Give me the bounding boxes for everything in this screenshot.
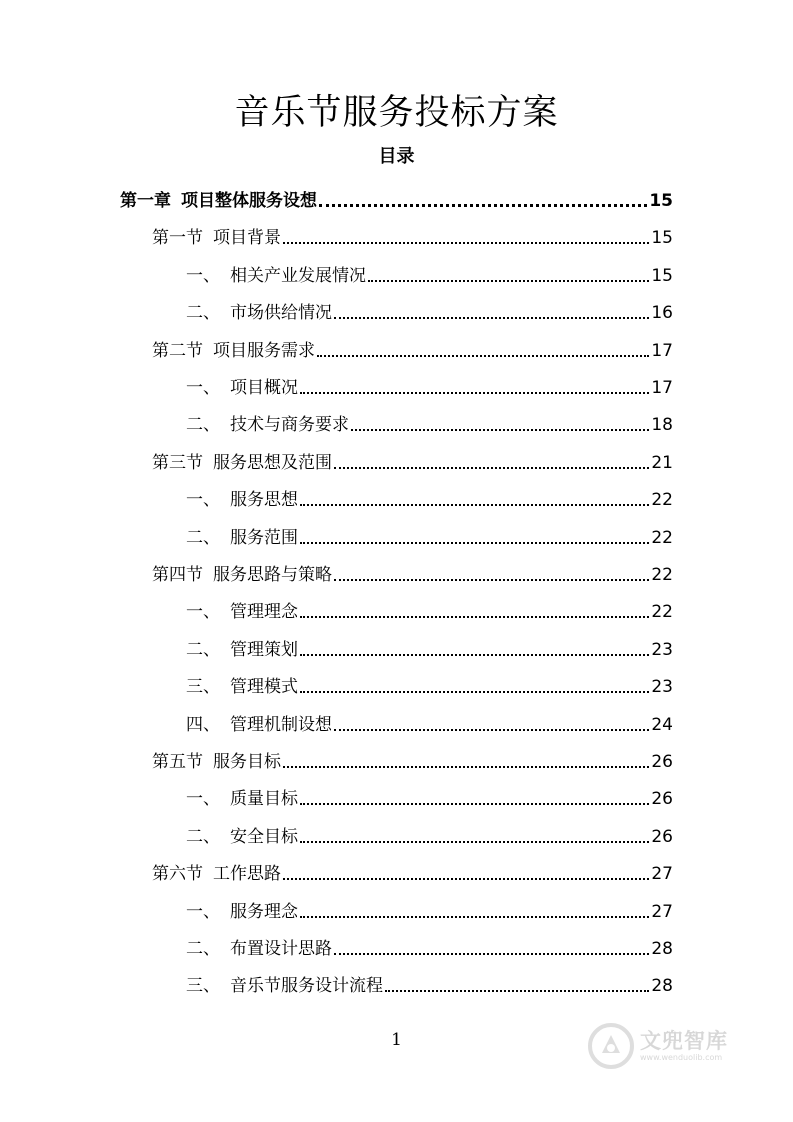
- toc-entry-page: 27: [651, 901, 673, 922]
- toc-dot-leader: [334, 728, 649, 731]
- toc-entry-label: [152, 750, 281, 774]
- toc-entry-page: 26: [651, 826, 673, 847]
- toc-entry-text: 项目概况: [230, 378, 298, 398]
- toc-entry-number: 二、: [186, 415, 220, 436]
- toc-entry-page: 22: [651, 527, 673, 548]
- toc-dot-leader: [300, 391, 649, 394]
- toc-dot-leader: [385, 989, 649, 992]
- toc-entry-label: [186, 600, 298, 624]
- toc-entry-number: 三、: [186, 677, 220, 698]
- toc-entry-label: [186, 900, 298, 924]
- toc-entry-label: [186, 937, 332, 961]
- toc-entry-number: 二、: [186, 939, 220, 959]
- toc-entry-page: 16: [651, 303, 673, 324]
- toc-entry-page: 15: [651, 265, 673, 286]
- toc-dot-leader: [300, 503, 649, 506]
- toc-entry[interactable]: [186, 887, 673, 924]
- toc-dot-leader: [300, 802, 649, 805]
- toc-dot-leader: [300, 653, 649, 656]
- toc-entry-label: [186, 974, 383, 998]
- toc-dot-leader: [300, 915, 649, 918]
- toc-entry-page: 26: [651, 752, 673, 772]
- toc-entry-number: 一、: [186, 901, 220, 922]
- watermark-name: 文兜智库: [640, 1029, 728, 1053]
- toc-entry-label: [186, 787, 298, 811]
- toc-entry[interactable]: [186, 513, 673, 550]
- toc-entry[interactable]: [186, 662, 673, 699]
- toc-entry-label: [186, 638, 298, 662]
- toc-entry-text: 管理模式: [230, 677, 298, 698]
- toc-dot-leader: [368, 279, 649, 282]
- toc-dot-leader: [283, 765, 649, 768]
- toc-entry[interactable]: [186, 774, 673, 811]
- watermark: [588, 1016, 758, 1076]
- toc-entry[interactable]: [186, 475, 673, 512]
- toc-dot-leader: [300, 690, 649, 693]
- toc-entry-number: 第六节: [152, 864, 203, 885]
- toc-entry-number: 第一章: [120, 191, 171, 211]
- toc-dot-leader: [300, 840, 649, 843]
- toc-entry-text: 市场供给情况: [230, 303, 332, 324]
- toc-entry[interactable]: [152, 213, 673, 250]
- toc-entry[interactable]: [152, 550, 673, 587]
- toc-entry[interactable]: [186, 700, 673, 737]
- toc-entry-text: 服务思想: [230, 490, 298, 511]
- toc-entry-number: 二、: [186, 826, 220, 847]
- toc-entry[interactable]: [186, 625, 673, 662]
- toc-dot-leader: [283, 241, 649, 244]
- toc-entry-page: 17: [651, 378, 673, 398]
- toc-dot-leader: [283, 877, 649, 880]
- toc-entry-text: 服务目标: [213, 752, 281, 772]
- toc-entry-text: 服务思路与策略: [213, 565, 332, 585]
- toc-entry[interactable]: [186, 251, 673, 288]
- toc-entry-text: 技术与商务要求: [230, 415, 349, 436]
- toc-dot-leader: [351, 428, 649, 431]
- toc-entry-page: 26: [651, 789, 673, 810]
- toc-entry-label: [152, 862, 281, 886]
- toc-entry[interactable]: [186, 924, 673, 961]
- toc-entry[interactable]: [120, 176, 673, 213]
- toc-entry-label: [152, 451, 332, 475]
- toc-entry-text: 布置设计思路: [230, 939, 332, 959]
- toc-dot-leader: [334, 952, 649, 955]
- toc-entry-number: 第三节: [152, 452, 203, 473]
- toc-entry[interactable]: [152, 737, 673, 774]
- toc-entry-text: 相关产业发展情况: [230, 265, 366, 286]
- toc-entry-label: [186, 526, 298, 550]
- toc-entry-label: [152, 226, 281, 250]
- toc-dot-leader: [334, 466, 649, 469]
- toc-entry-number: 第四节: [152, 565, 203, 585]
- page-number: 1: [391, 1030, 402, 1050]
- toc-entry-text: 质量目标: [230, 789, 298, 810]
- table-of-contents: [0, 176, 793, 997]
- toc-entry-label: [186, 264, 366, 288]
- document-title: 音乐节服务投标方案: [234, 93, 559, 133]
- toc-entry-number: 一、: [186, 490, 220, 511]
- toc-entry-text: 项目背景: [213, 228, 281, 249]
- toc-heading: 目录: [378, 146, 415, 167]
- toc-entry-text: 安全目标: [230, 826, 298, 847]
- toc-entry-number: 一、: [186, 265, 220, 286]
- toc-entry-number: 第二节: [152, 340, 203, 361]
- toc-entry-number: 二、: [186, 639, 220, 660]
- toc-dot-leader: [334, 316, 649, 319]
- toc-entry-label: [186, 825, 298, 849]
- toc-entry-text: 服务理念: [230, 901, 298, 922]
- toc-entry-text: 项目服务需求: [213, 340, 315, 361]
- toc-entry-page: 28: [651, 939, 673, 959]
- toc-entry-label: [186, 413, 349, 437]
- toc-entry-page: 23: [651, 677, 673, 698]
- toc-entry[interactable]: [186, 363, 673, 400]
- toc-entry-number: 一、: [186, 789, 220, 810]
- wenduo-logo-icon: [588, 1023, 634, 1069]
- toc-entry-label: [152, 339, 315, 363]
- toc-entry-label: [186, 713, 332, 737]
- toc-entry-page: 22: [651, 602, 673, 623]
- toc-dot-leader: [319, 203, 647, 207]
- toc-dot-leader: [300, 615, 649, 618]
- toc-entry[interactable]: [186, 288, 673, 325]
- toc-entry-label: [186, 675, 298, 699]
- toc-entry-number: 第五节: [152, 752, 203, 772]
- toc-entry[interactable]: [186, 587, 673, 624]
- toc-entry-page: 15: [649, 191, 673, 211]
- toc-entry[interactable]: [152, 438, 673, 475]
- toc-entry-label: [186, 488, 298, 512]
- toc-entry-text: 管理理念: [230, 602, 298, 623]
- toc-entry-number: 一、: [186, 378, 220, 398]
- toc-entry-text: 服务思想及范围: [213, 452, 332, 473]
- toc-entry-page: 21: [651, 452, 673, 473]
- toc-entry-page: 17: [651, 340, 673, 361]
- toc-entry-number: 三、: [186, 976, 220, 997]
- toc-entry-number: 四、: [186, 714, 220, 735]
- toc-entry-number: 一、: [186, 602, 220, 623]
- toc-entry-page: 24: [651, 714, 673, 735]
- toc-entry-number: 第一节: [152, 228, 203, 249]
- toc-entry-page: 22: [651, 565, 673, 585]
- watermark-url: www.wenduolib.com: [640, 1053, 723, 1062]
- toc-entry[interactable]: [152, 326, 673, 363]
- toc-entry-text: 服务范围: [230, 527, 298, 548]
- toc-entry-page: 23: [651, 639, 673, 660]
- toc-dot-leader: [317, 354, 649, 357]
- toc-entry-page: 18: [651, 415, 673, 436]
- toc-entry[interactable]: [152, 849, 673, 886]
- toc-entry[interactable]: [186, 961, 673, 998]
- toc-entry-page: 22: [651, 490, 673, 511]
- toc-entry-text: 管理机制设想: [230, 714, 332, 735]
- toc-entry-label: [152, 563, 332, 587]
- toc-entry-label: [186, 301, 332, 325]
- toc-entry-label: [120, 189, 317, 213]
- toc-entry-text: 管理策划: [230, 639, 298, 660]
- toc-entry[interactable]: [186, 812, 673, 849]
- toc-dot-leader: [300, 541, 649, 544]
- toc-entry-text: 项目整体服务设想: [181, 191, 317, 211]
- toc-entry-page: 27: [651, 864, 673, 885]
- toc-dot-leader: [334, 578, 649, 581]
- toc-entry-text: 工作思路: [213, 864, 281, 885]
- toc-entry-page: 15: [651, 228, 673, 249]
- toc-entry-text: 音乐节服务设计流程: [230, 976, 383, 997]
- toc-entry-number: 二、: [186, 527, 220, 548]
- toc-entry-page: 28: [651, 976, 673, 997]
- toc-entry-label: [186, 376, 298, 400]
- toc-entry-number: 二、: [186, 303, 220, 324]
- toc-entry[interactable]: [186, 400, 673, 437]
